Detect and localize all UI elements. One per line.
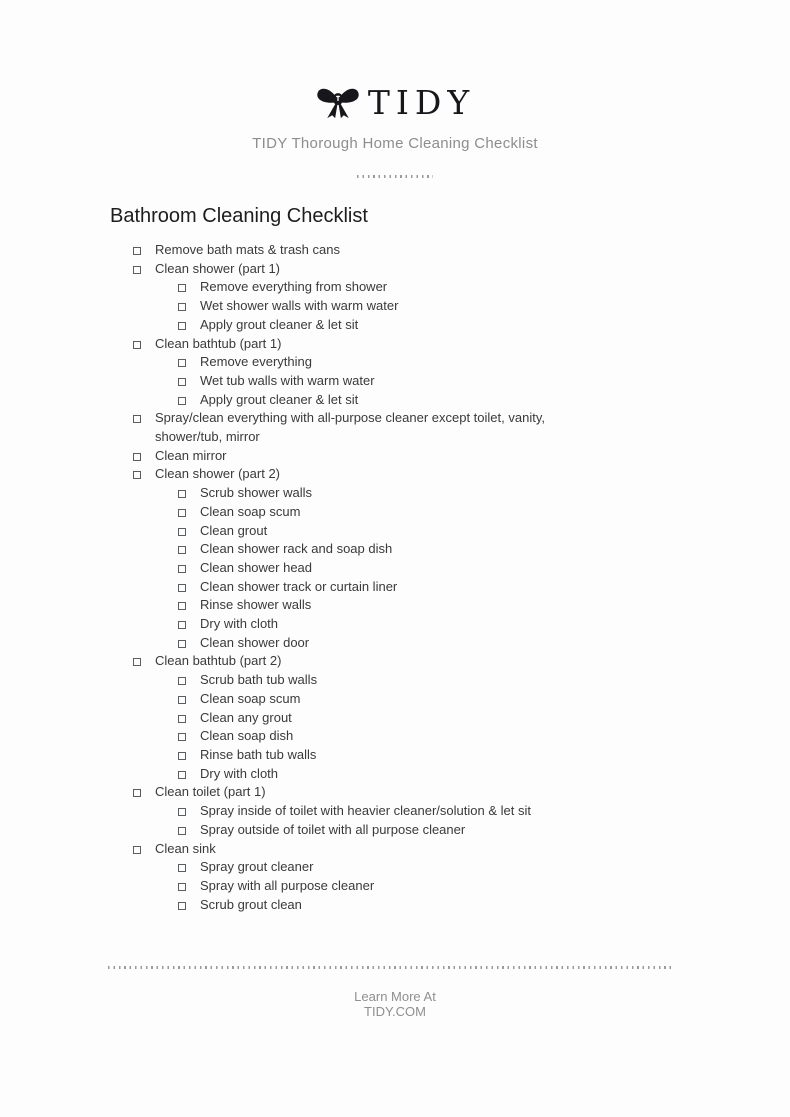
checklist-item: [133, 671, 790, 690]
checklist-item-label: Apply grout cleaner & let sit: [200, 391, 359, 407]
checkbox-icon[interactable]: [178, 565, 186, 573]
checkbox-icon[interactable]: [178, 733, 186, 741]
checklist-item: [133, 877, 790, 896]
checklist-item: [133, 391, 790, 410]
checklist-item-label: Clean shower (part 1): [155, 260, 280, 276]
checklist-item-label: Clean shower (part 2): [155, 466, 280, 482]
checkbox-icon[interactable]: [178, 677, 186, 685]
checklist-item: [133, 727, 790, 746]
checklist-item: [133, 896, 790, 915]
checklist-item-label: Clean shower head: [200, 559, 313, 575]
checklist-item: [133, 858, 790, 877]
logo-wordmark: TIDY: [367, 83, 476, 122]
checklist-item: [133, 241, 790, 260]
checkbox-icon[interactable]: [178, 864, 186, 872]
checklist-item: [133, 540, 790, 559]
checkbox-icon[interactable]: [178, 902, 186, 910]
checklist-item-label: Clean toilet (part 1): [155, 784, 266, 800]
checkbox-icon[interactable]: [178, 827, 186, 835]
checkbox-icon[interactable]: [133, 266, 141, 274]
top-dotted-divider: [357, 175, 433, 178]
checklist-item: [133, 690, 790, 709]
checklist-item-label: Remove everything from shower: [200, 279, 388, 295]
document-subtitle: TIDY Thorough Home Cleaning Checklist: [252, 135, 538, 152]
checkbox-icon[interactable]: [133, 789, 141, 797]
footer-line2: TIDY.COM: [364, 1004, 426, 1019]
checklist-item-label: Clean soap scum: [200, 690, 301, 706]
checklist-item-label: Remove bath mats & trash cans: [155, 242, 340, 257]
checklist-item-label: Clean bathtub (part 2): [155, 653, 282, 669]
checklist-item: [133, 746, 790, 765]
checklist-item: [133, 372, 790, 391]
checklist-item-label: Clean grout: [200, 522, 268, 538]
checklist-item: [133, 596, 790, 615]
checklist-item-label: Spray outside of toilet with all purpose cleaner: [200, 821, 466, 837]
checkbox-icon[interactable]: [178, 378, 186, 386]
checklist-item: [133, 765, 790, 784]
checkbox-icon[interactable]: [178, 528, 186, 536]
checklist-item: [133, 783, 790, 802]
checkbox-icon[interactable]: [178, 771, 186, 779]
checklist-item: [133, 260, 790, 279]
checklist: [133, 241, 790, 914]
checklist-item-label: Spray inside of toilet with heavier cleaner/solution & let sit: [200, 803, 531, 819]
checklist-item-label: Clean shower rack and soap dish: [200, 541, 393, 557]
checklist-item-label: Rinse bath tub walls: [200, 746, 317, 762]
checklist-item-label: Clean shower track or curtain liner: [200, 578, 398, 594]
checkbox-icon[interactable]: [133, 658, 141, 666]
checklist-item-label: Dry with cloth: [200, 616, 279, 632]
bottom-dotted-divider: [108, 966, 672, 969]
checkbox-icon[interactable]: [178, 715, 186, 723]
checkbox-icon[interactable]: [178, 509, 186, 517]
checklist-item-label: Clean sink: [155, 840, 216, 856]
checkbox-icon[interactable]: [133, 415, 141, 423]
checklist-item: [133, 278, 790, 297]
checklist-item: [133, 709, 790, 728]
checklist-item-label: Clean shower door: [200, 634, 310, 650]
checkbox-icon[interactable]: [178, 808, 186, 816]
checkbox-icon[interactable]: [133, 247, 141, 255]
checklist-item-label: Spray with all purpose cleaner: [200, 877, 375, 893]
checkbox-icon[interactable]: [178, 397, 186, 405]
checklist-item: [133, 447, 790, 466]
checkbox-icon[interactable]: [178, 303, 186, 311]
checklist-item: [133, 353, 790, 372]
checkbox-icon[interactable]: [178, 546, 186, 554]
checklist-item: [133, 465, 790, 484]
checkbox-icon[interactable]: [178, 490, 186, 498]
checklist-item-label: Wet tub walls with warm water: [200, 372, 375, 388]
checklist-item: [133, 503, 790, 522]
checklist-item-label: Scrub bath tub walls: [200, 672, 318, 688]
checklist-item-label: Scrub grout clean: [200, 896, 302, 912]
footer-line1: Learn More At: [354, 989, 436, 1004]
checklist-item-label: Wet shower walls with warm water: [200, 298, 399, 314]
checkbox-icon[interactable]: [133, 471, 141, 479]
checklist-item-label: Apply grout cleaner & let sit: [200, 316, 359, 332]
checkbox-icon[interactable]: [178, 322, 186, 330]
checklist-item: [133, 802, 790, 821]
checkbox-icon[interactable]: [178, 883, 186, 891]
checklist-item: [133, 652, 790, 671]
checkbox-icon[interactable]: [178, 359, 186, 367]
bow-icon: [315, 85, 361, 121]
checklist-item: [133, 522, 790, 541]
checklist-item: [133, 316, 790, 335]
checklist-item-label: Clean bathtub (part 1): [155, 335, 282, 351]
checkbox-icon[interactable]: [178, 752, 186, 760]
checkbox-icon[interactable]: [133, 453, 141, 461]
checklist-item-label: Spray grout cleaner: [200, 859, 314, 875]
checklist-item-label: Clean any grout: [200, 709, 292, 725]
checklist-item: [133, 297, 790, 316]
checklist-item-label: Dry with cloth: [200, 765, 279, 781]
checkbox-icon[interactable]: [133, 846, 141, 854]
checkbox-icon[interactable]: [178, 621, 186, 629]
tidy-logo: [0, 82, 790, 124]
checkbox-icon[interactable]: [133, 341, 141, 349]
checklist-item: [133, 559, 790, 578]
checklist-item-label: Rinse shower walls: [200, 597, 312, 613]
checklist-item: [133, 821, 790, 840]
document-header: [0, 0, 790, 178]
checkbox-icon[interactable]: [178, 696, 186, 704]
checklist-item-label: Clean soap dish: [200, 728, 294, 744]
checklist-item-label: Scrub shower walls: [200, 485, 312, 501]
checklist-item: [133, 615, 790, 634]
checklist-item-label: Spray/clean everything with all-purpose cleaner except toilet, vanity, shower/tub, mirror: [155, 410, 545, 445]
document-footer: [0, 989, 790, 1019]
checkbox-icon[interactable]: [178, 584, 186, 592]
checklist-item: [133, 409, 790, 446]
checklist-item: [133, 335, 790, 354]
checklist-item-label: Clean mirror: [155, 447, 227, 463]
checklist-item: [133, 578, 790, 597]
checklist-item: [133, 484, 790, 503]
section-heading: Bathroom Cleaning Checklist: [110, 205, 368, 227]
checklist-item-label: Remove everything: [200, 354, 312, 370]
checklist-item-label: Clean soap scum: [200, 503, 301, 519]
checkbox-icon[interactable]: [178, 602, 186, 610]
checklist-item: [133, 840, 790, 859]
checkbox-icon[interactable]: [178, 640, 186, 648]
checkbox-icon[interactable]: [178, 284, 186, 292]
checklist-item: [133, 634, 790, 653]
